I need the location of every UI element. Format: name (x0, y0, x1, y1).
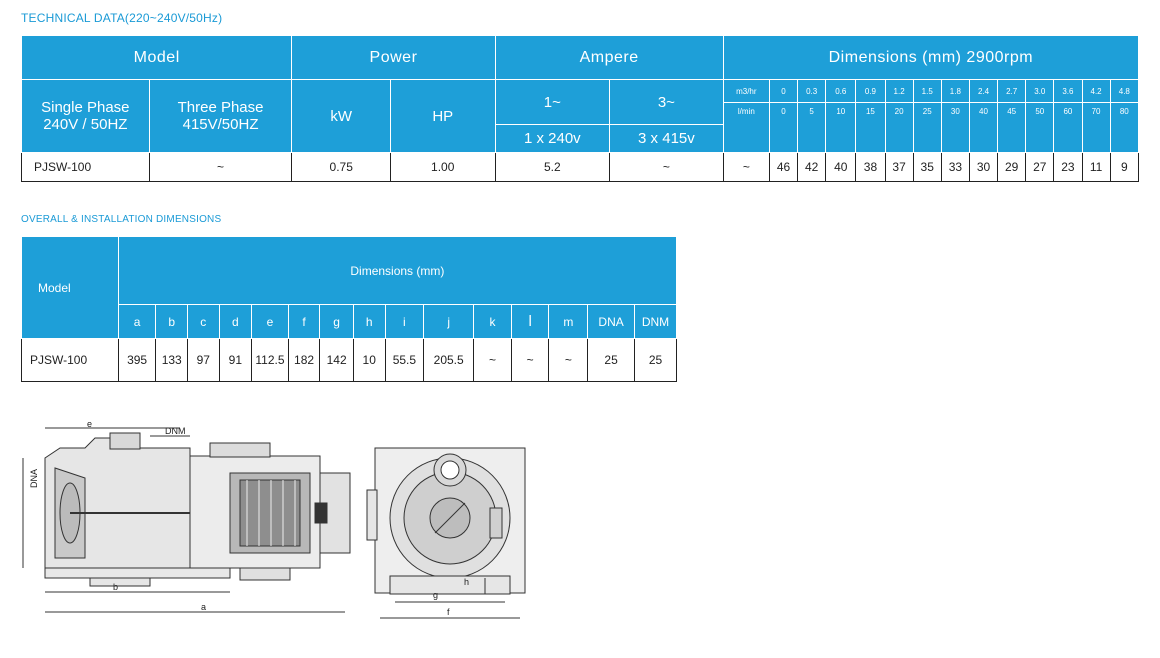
model-cell: PJSW-100 (22, 339, 119, 382)
model-cell: PJSW-100 (22, 153, 150, 182)
head-cell: 38 (856, 153, 885, 182)
dimensions-header: Dimensions (mm) (118, 237, 676, 305)
dim-column-header: DNA (588, 305, 635, 339)
dim-value-cell: 55.5 (385, 339, 424, 382)
flow-lmin-cell: 5 (798, 103, 826, 153)
head-cell: 35 (913, 153, 941, 182)
flow-m3-cell: 2.7 (998, 80, 1026, 103)
head-cell: 27 (1026, 153, 1054, 182)
dim-value-cell: 395 (118, 339, 156, 382)
dim-value-cell: 133 (156, 339, 188, 382)
head-cell: 30 (969, 153, 997, 182)
dim-value-cell: 142 (320, 339, 354, 382)
kw-header: kW (292, 80, 391, 153)
pump-side-view (23, 428, 350, 612)
dim-column-header: l (511, 305, 549, 339)
flow-m3-cell: 0.9 (856, 80, 885, 103)
flow-lmin-cell: 20 (885, 103, 913, 153)
dim-value-cell: ~ (549, 339, 588, 382)
dim-column-header: a (118, 305, 156, 339)
model-header: Model (22, 237, 119, 339)
flow-m3-cell: 2.4 (969, 80, 997, 103)
pump-technical-drawing (15, 418, 535, 628)
hp-header: HP (390, 80, 495, 153)
label-a: a (201, 602, 207, 612)
flow-m3-cell: 4.8 (1110, 80, 1138, 103)
flow-lmin-cell: 10 (826, 103, 856, 153)
flow-m3-cell: 0.3 (798, 80, 826, 103)
table-row (22, 153, 1139, 182)
flow-lmin-cell: 70 (1082, 103, 1110, 153)
amp-three-voltage: 3 x 415v (610, 125, 724, 153)
label-dna: DNA (29, 468, 39, 488)
technical-data-title: TECHNICAL DATA(220~240V/50Hz) (21, 11, 223, 25)
table-row (22, 339, 677, 382)
flow-m3-label: m3/hr (723, 80, 769, 103)
dim-value-cell: 91 (219, 339, 252, 382)
flow-m3-cell: 0.6 (826, 80, 856, 103)
head-cell: 9 (1110, 153, 1138, 182)
flow-lmin-cell: 25 (913, 103, 941, 153)
overall-dimensions-title: OVERALL & INSTALLATION DIMENSIONS (21, 214, 222, 225)
head-cell: 11 (1082, 153, 1110, 182)
dim-value-cell: 10 (353, 339, 385, 382)
dim-column-header: j (424, 305, 474, 339)
head-cell: 37 (885, 153, 913, 182)
head-cell: 33 (941, 153, 969, 182)
amp-single-voltage: 1 x 240v (495, 125, 610, 153)
pump-front-view (367, 448, 525, 618)
dim-value-cell: 182 (288, 339, 320, 382)
label-f: f (447, 607, 450, 617)
dim-value-cell: 25 (588, 339, 635, 382)
head-cell: 42 (798, 153, 826, 182)
amp-single-cell: 5.2 (495, 153, 610, 182)
ampere-header: Ampere (495, 36, 723, 80)
dim-value-cell: ~ (474, 339, 512, 382)
label-b: b (113, 582, 119, 592)
flow-lmin-cell: 80 (1110, 103, 1138, 153)
flow-lmin-cell: 0 (769, 103, 797, 153)
flow-m3-cell: 3.6 (1054, 80, 1082, 103)
flow-lmin-label: l/min (723, 103, 769, 153)
hp-cell: 1.00 (390, 153, 495, 182)
dim-column-header: k (474, 305, 512, 339)
dim-value-cell: 97 (187, 339, 219, 382)
head-cell: 40 (826, 153, 856, 182)
single-phase-header: Single Phase 240V / 50HZ (22, 80, 150, 153)
dim-column-header: d (219, 305, 252, 339)
amp-three-header: 3~ (610, 80, 724, 125)
dimensions-header: Dimensions (mm) 2900rpm (723, 36, 1138, 80)
dim-column-header: h (353, 305, 385, 339)
flow-m3-cell: 3.0 (1026, 80, 1054, 103)
head-cell: 29 (998, 153, 1026, 182)
dim-value-cell: 25 (635, 339, 677, 382)
label-h: h (464, 577, 470, 587)
dim-value-cell: 112.5 (252, 339, 289, 382)
label-e: e (87, 419, 93, 429)
dim-column-header: DNM (635, 305, 677, 339)
dim-column-header: b (156, 305, 188, 339)
model-header: Model (22, 36, 292, 80)
dim-column-header: i (385, 305, 424, 339)
flow-lmin-cell: 60 (1054, 103, 1082, 153)
dim-value-cell: 205.5 (424, 339, 474, 382)
dim-column-header: f (288, 305, 320, 339)
three-phase-header: Three Phase 415V/50HZ (149, 80, 292, 153)
head-cell: 46 (769, 153, 797, 182)
flow-m3-cell: 1.5 (913, 80, 941, 103)
dim-value-cell: ~ (511, 339, 549, 382)
label-dnm: DNM (165, 426, 186, 436)
dim-column-header: c (187, 305, 219, 339)
flow-lmin-cell: 50 (1026, 103, 1054, 153)
flow-lmin-cell: 15 (856, 103, 885, 153)
head-cell: 23 (1054, 153, 1082, 182)
flow-m3-cell: 1.2 (885, 80, 913, 103)
flow-m3-cell: 0 (769, 80, 797, 103)
dim-column-header: g (320, 305, 354, 339)
dim-column-header: e (252, 305, 289, 339)
technical-data-table (21, 35, 1139, 182)
label-g: g (433, 590, 439, 600)
three-phase-cell: ~ (149, 153, 292, 182)
amp-single-header: 1~ (495, 80, 610, 125)
flow-lmin-cell: 45 (998, 103, 1026, 153)
flow-m3-cell: 4.2 (1082, 80, 1110, 103)
dim-column-header: m (549, 305, 588, 339)
kw-cell: 0.75 (292, 153, 391, 182)
amp-three-cell: ~ (610, 153, 724, 182)
flow-m3-cell: 1.8 (941, 80, 969, 103)
power-header: Power (292, 36, 495, 80)
head-cell: ~ (723, 153, 769, 182)
flow-lmin-cell: 30 (941, 103, 969, 153)
overall-dimensions-table (21, 236, 677, 382)
flow-lmin-cell: 40 (969, 103, 997, 153)
